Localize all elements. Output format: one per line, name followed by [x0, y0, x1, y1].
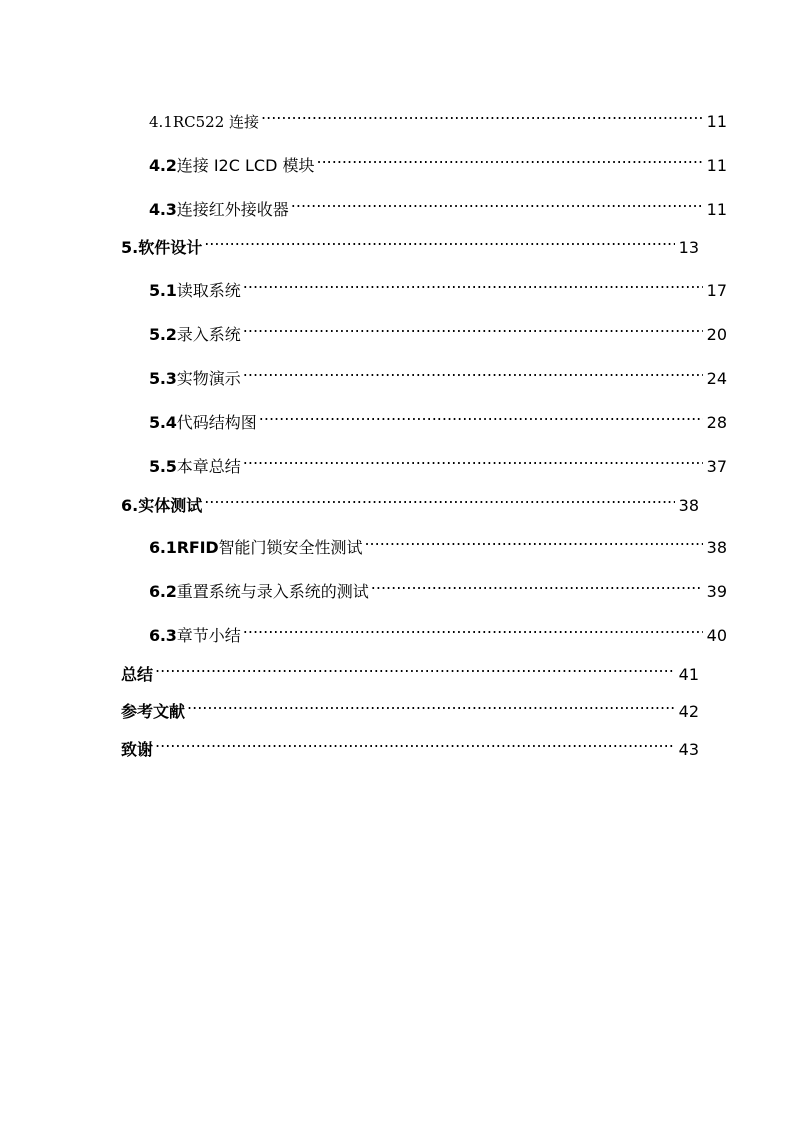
toc-entry-title: 参考文献	[121, 702, 186, 721]
toc-entry-title: 连接红外接收器	[176, 200, 289, 219]
toc-entry-page: 38	[706, 538, 727, 557]
toc-leader-dots	[204, 233, 675, 253]
toc-leader-dots	[371, 577, 703, 597]
toc-entry-page: 43	[678, 740, 699, 759]
toc-entry[interactable]	[121, 577, 727, 602]
toc-entry-number: 5.5	[149, 457, 177, 476]
toc-leader-dots	[243, 276, 703, 296]
toc-entry[interactable]	[121, 735, 699, 760]
toc-entry-title: 本章总结	[176, 457, 241, 476]
toc-entry-title: 代码结构图	[176, 413, 257, 432]
toc-entry-page: 20	[706, 325, 727, 344]
toc-entry-number: 6.1RFID	[149, 538, 219, 557]
toc-entry[interactable]	[121, 491, 699, 516]
toc-entry[interactable]	[121, 533, 727, 558]
toc-entry[interactable]	[121, 697, 699, 722]
toc-entry-title: 4.1RC522 连接	[149, 113, 260, 131]
toc-entry-page: 17	[706, 281, 727, 300]
toc-entry-title: 录入系统	[176, 325, 241, 344]
toc-entry-number: 5.2	[149, 325, 177, 344]
toc-entry-title: 读取系统	[176, 281, 241, 300]
toc-entry-title: 连接 I2C LCD 模块	[176, 156, 315, 175]
toc-entry-number: 6.2	[149, 582, 177, 601]
toc-entry-page: 11	[706, 112, 727, 131]
toc-entry-number: 4.3	[149, 200, 177, 219]
toc-entry[interactable]	[121, 276, 727, 301]
toc-leader-dots	[317, 151, 704, 171]
toc-entry-page: 11	[706, 200, 727, 219]
toc-entry-page: 40	[706, 626, 727, 645]
toc-entry-page: 37	[706, 457, 727, 476]
toc-leader-dots	[243, 320, 703, 340]
toc-entry-title: 致谢	[121, 740, 154, 759]
toc-entry-page: 13	[678, 238, 699, 257]
toc-entry-title: 5.软件设计	[121, 238, 203, 257]
toc-entry[interactable]	[121, 107, 727, 132]
toc-entry-page: 11	[706, 156, 727, 175]
toc-entry[interactable]	[121, 452, 727, 477]
toc-entry-number: 6.3	[149, 626, 177, 645]
toc-entry-title: 智能门锁安全性测试	[218, 538, 363, 557]
toc-entry[interactable]	[121, 233, 699, 258]
toc-entry-title: 实物演示	[176, 369, 241, 388]
toc-entry-page: 28	[706, 413, 727, 432]
toc-entry-page: 38	[678, 496, 699, 515]
toc-entry-page: 24	[706, 369, 727, 388]
toc-leader-dots	[364, 533, 703, 553]
toc-leader-dots	[204, 491, 675, 511]
toc-entry-page: 42	[678, 702, 699, 721]
toc-entry-title: 章节小结	[176, 626, 241, 645]
toc-leader-dots	[187, 697, 675, 717]
toc-entry-number: 5.3	[149, 369, 177, 388]
toc-leader-dots	[259, 408, 703, 428]
toc-leader-dots	[155, 735, 675, 755]
toc-entry[interactable]	[121, 195, 727, 220]
toc-leader-dots	[243, 364, 703, 384]
toc-entry-number: 4.2	[149, 156, 177, 175]
toc-leader-dots	[243, 452, 703, 472]
toc-entry[interactable]	[121, 320, 727, 345]
toc-entry-page: 39	[706, 582, 727, 601]
toc-entry-page: 41	[678, 665, 699, 684]
toc-entry[interactable]	[121, 364, 727, 389]
toc-entry[interactable]	[121, 151, 727, 176]
toc-entry[interactable]	[121, 621, 727, 646]
toc-entry-title: 总结	[121, 665, 154, 684]
toc-entry-number: 5.4	[149, 413, 177, 432]
toc-entry[interactable]	[121, 660, 699, 685]
toc-entry[interactable]	[121, 408, 727, 433]
toc-entry-title: 6.实体测试	[121, 496, 203, 515]
toc-leader-dots	[155, 660, 675, 680]
toc-leader-dots	[291, 195, 703, 215]
toc-leader-dots	[261, 107, 703, 127]
toc-entry-number: 5.1	[149, 281, 177, 300]
toc-leader-dots	[243, 621, 703, 641]
toc-entry-title: 重置系统与录入系统的测试	[176, 582, 369, 601]
